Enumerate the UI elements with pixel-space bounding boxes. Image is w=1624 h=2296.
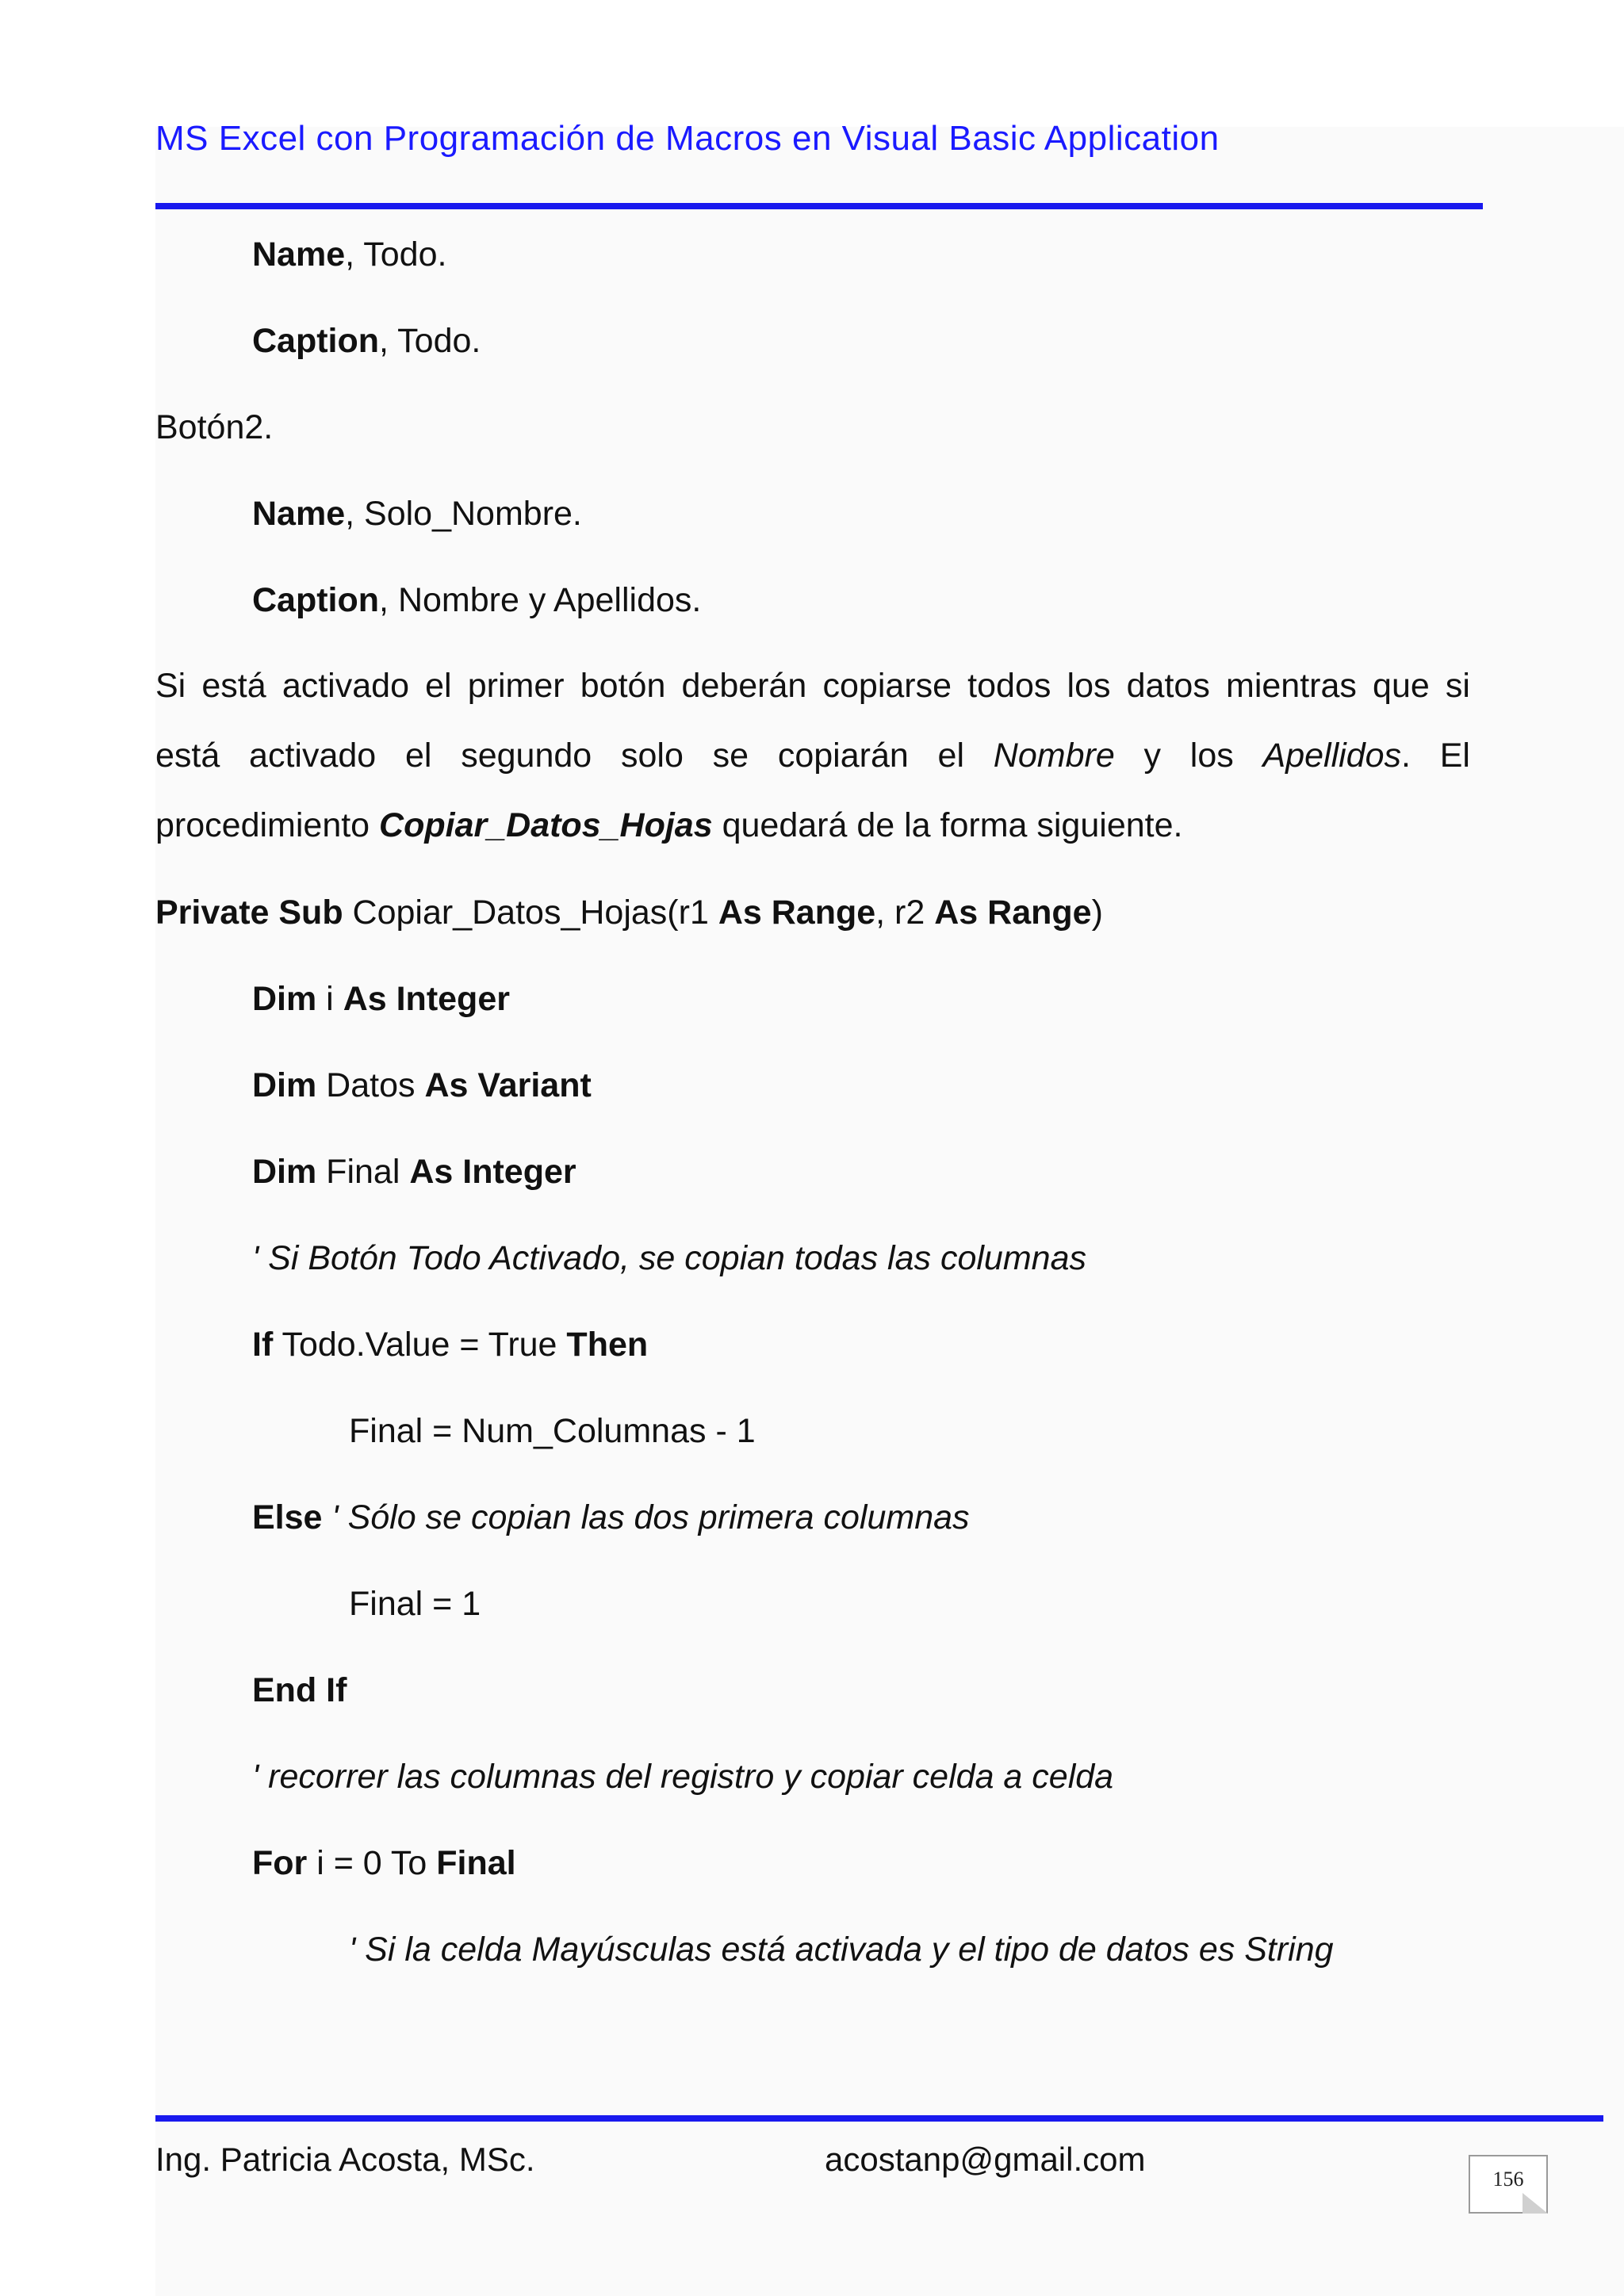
paragraph-line [155, 737, 1470, 775]
paragraph-text: procedimiento [155, 806, 380, 844]
property-value: , Todo. [345, 235, 447, 274]
code-text: Final [316, 1153, 410, 1191]
code-text: , r2 [875, 894, 935, 932]
paragraph-text: quedará de la forma siguiente. [712, 806, 1183, 844]
code-line [252, 1843, 516, 1885]
code-text: i = 0 To [307, 1844, 437, 1882]
header-rule [155, 203, 1483, 209]
paragraph-emphasis: Apellidos [1262, 737, 1402, 775]
code-keyword: Dim [252, 1153, 317, 1191]
code-line: Final = 1 [349, 1585, 481, 1623]
code-keyword: Then [566, 1326, 649, 1364]
code-line [252, 1066, 592, 1107]
code-keyword: Final [436, 1844, 516, 1882]
page-number-box [1469, 2155, 1548, 2214]
code-text: Copiar_Datos_Hojas(r1 [343, 894, 718, 932]
footer-email: acostanp@gmail.com [825, 2141, 1146, 2178]
code-line [155, 893, 1103, 934]
page-header-title: MS Excel con Programación de Macros en Visual Basic Application [155, 119, 1220, 158]
paragraph-text: . El [1401, 737, 1470, 775]
code-keyword: As Integer [343, 980, 510, 1018]
property-keyword: Name [252, 495, 346, 533]
code-line [252, 1498, 970, 1539]
code-keyword: Private Sub [155, 894, 343, 932]
code-line: Final = Num_Columnas - 1 [349, 1412, 756, 1450]
property-line [252, 580, 701, 622]
code-keyword: Dim [252, 980, 317, 1018]
paragraph-line: Si está activado el primer botón deberán copiarse todos los datos mientras que si [155, 667, 1470, 705]
code-line [252, 979, 510, 1020]
property-line [252, 494, 582, 535]
page-number: 156 [1492, 2168, 1524, 2191]
code-keyword: Dim [252, 1066, 317, 1104]
code-keyword: Else [252, 1498, 323, 1536]
property-value: , Solo_Nombre. [345, 495, 582, 533]
property-keyword: Caption [252, 322, 380, 360]
paragraph-text: y los [1114, 737, 1263, 775]
code-comment: ' Si la celda Mayúsculas está activada y el tipo de datos es String [349, 1931, 1334, 1969]
code-line [252, 1325, 648, 1366]
code-keyword: End If [252, 1671, 347, 1709]
code-text: Datos [316, 1066, 425, 1104]
code-keyword: For [252, 1844, 308, 1882]
footer-rule [155, 2115, 1603, 2122]
property-line [252, 235, 446, 276]
code-keyword: If [252, 1326, 274, 1364]
code-line [252, 1152, 576, 1193]
property-keyword: Name [252, 235, 346, 274]
page-curl-icon [1522, 2193, 1548, 2214]
property-value: , Todo. [379, 322, 481, 360]
property-line [252, 321, 481, 362]
code-keyword: As Range [934, 894, 1092, 932]
code-comment: ' Si Botón Todo Activado, se copian todas las columnas [252, 1239, 1086, 1277]
paragraph-text: está activado el segundo solo se copiarán el [155, 737, 994, 775]
code-text: ) [1091, 894, 1103, 932]
paragraph-emphasis: Nombre [993, 737, 1115, 775]
property-keyword: Caption [252, 581, 380, 619]
control-heading: Botón2. [155, 408, 274, 446]
code-keyword: As Integer [409, 1153, 576, 1191]
code-comment: ' recorrer las columnas del registro y copiar celda a celda [252, 1758, 1114, 1796]
code-comment: ' Sólo se copian las dos primera columnas [322, 1498, 970, 1536]
procedure-name: Copiar_Datos_Hojas [379, 806, 713, 844]
code-text: i [316, 980, 343, 1018]
page-background [155, 127, 1624, 2296]
footer-author: Ing. Patricia Acosta, MSc. [155, 2141, 535, 2178]
code-text: Todo.Value = True [273, 1326, 567, 1364]
code-keyword: As Range [718, 894, 876, 932]
code-keyword: As Variant [424, 1066, 592, 1104]
paragraph-line [155, 806, 1470, 845]
property-value: , Nombre y Apellidos. [379, 581, 702, 619]
